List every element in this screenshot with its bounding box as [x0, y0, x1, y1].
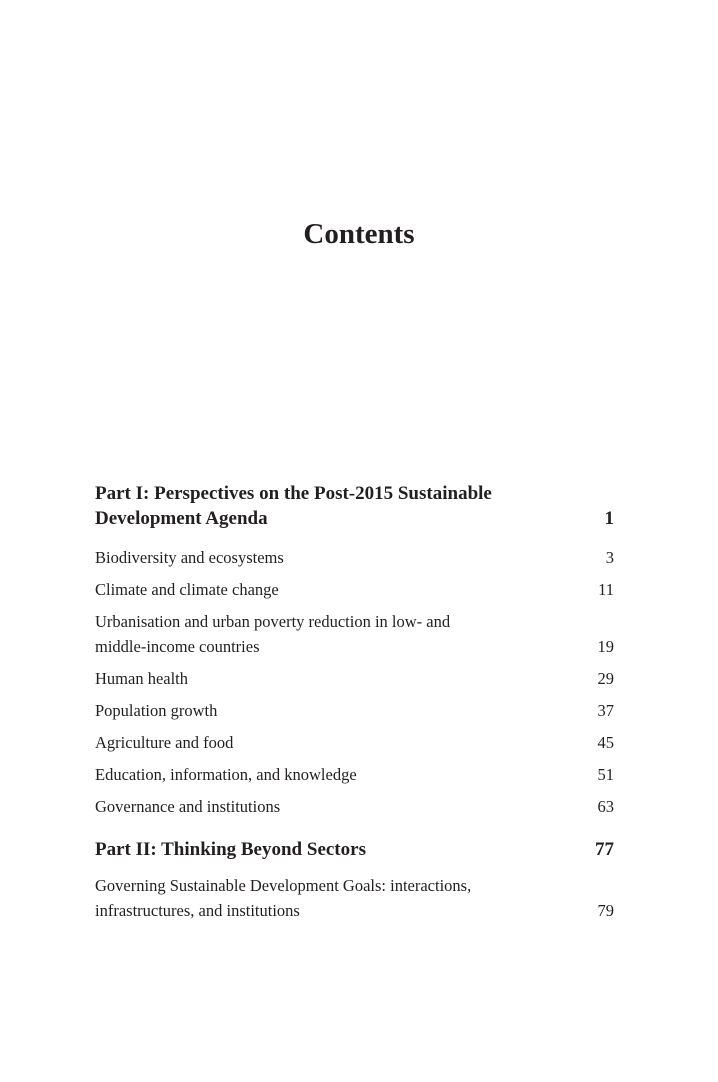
- toc-chapter-title-line-1: Urbanisation and urban poverty reduction in low- and: [95, 612, 451, 631]
- toc-chapter-title: [95, 762, 598, 787]
- toc-chapter-title-line-2: infrastructures, and institutions: [95, 901, 300, 920]
- toc-chapter-title-line-2: middle-income countries: [95, 637, 260, 656]
- toc-chapter-title: [95, 666, 598, 691]
- toc-chapter-page: 3: [605, 548, 614, 567]
- toc-chapter-agriculture[interactable]: [95, 730, 614, 755]
- toc-part-1-title: [95, 481, 605, 531]
- toc-chapter-urbanisation[interactable]: [95, 609, 614, 659]
- toc-part-2-title: [95, 837, 595, 862]
- toc-chapter-title: [95, 873, 598, 923]
- toc-chapter-title-line-1: Biodiversity and ecosystems: [95, 548, 284, 567]
- toc-chapter-title: [95, 730, 598, 755]
- toc-part-1-title-line-1: Part I: Perspectives on the Post-2015 Sustainable: [95, 483, 492, 504]
- toc-chapter-title-line-1: Agriculture and food: [95, 733, 234, 752]
- toc-part-2[interactable]: [95, 837, 614, 862]
- toc-chapter-title-line-1: Climate and climate change: [95, 580, 279, 599]
- toc-part-1-page: 1: [604, 508, 614, 529]
- toc-chapter-title: [95, 698, 598, 723]
- toc-chapter-page: 45: [597, 733, 614, 752]
- toc-chapter-title-line-1: Population growth: [95, 701, 218, 720]
- toc-chapter-page: 63: [597, 797, 614, 816]
- toc-chapter-page: 37: [597, 701, 614, 720]
- toc-chapter-governing-sdgs[interactable]: [95, 873, 614, 923]
- toc-chapter-page: 79: [597, 901, 614, 920]
- toc-chapter-title: [95, 794, 598, 819]
- toc-part-1[interactable]: [95, 481, 614, 531]
- table-of-contents: [95, 481, 614, 930]
- toc-chapter-page: 29: [597, 669, 614, 688]
- toc-chapter-education[interactable]: [95, 762, 614, 787]
- toc-chapter-title: [95, 577, 598, 602]
- toc-part-2-page: 77: [595, 839, 614, 860]
- toc-chapter-biodiversity[interactable]: [95, 545, 614, 570]
- toc-chapter-title-line-1: Education, information, and knowledge: [95, 765, 357, 784]
- toc-chapter-title: [95, 545, 606, 570]
- toc-chapter-title-line-1: Human health: [95, 669, 189, 688]
- toc-chapter-population[interactable]: [95, 698, 614, 723]
- toc-chapter-page: 51: [597, 765, 614, 784]
- toc-chapter-climate[interactable]: [95, 577, 614, 602]
- toc-part-2-title-line-1: Part II: Thinking Beyond Sectors: [95, 839, 366, 860]
- toc-chapter-title: [95, 609, 598, 659]
- toc-chapter-title-line-1: Governing Sustainable Development Goals: interactions,: [95, 876, 472, 895]
- toc-chapter-governance[interactable]: [95, 794, 614, 819]
- toc-chapter-title-line-1: Governance and institutions: [95, 797, 281, 816]
- page-title: Contents: [303, 218, 415, 250]
- toc-chapter-human-health[interactable]: [95, 666, 614, 691]
- toc-chapter-page: 19: [597, 637, 614, 656]
- toc-part-1-title-line-2: Development Agenda: [95, 508, 268, 529]
- toc-chapter-page: 11: [598, 580, 614, 599]
